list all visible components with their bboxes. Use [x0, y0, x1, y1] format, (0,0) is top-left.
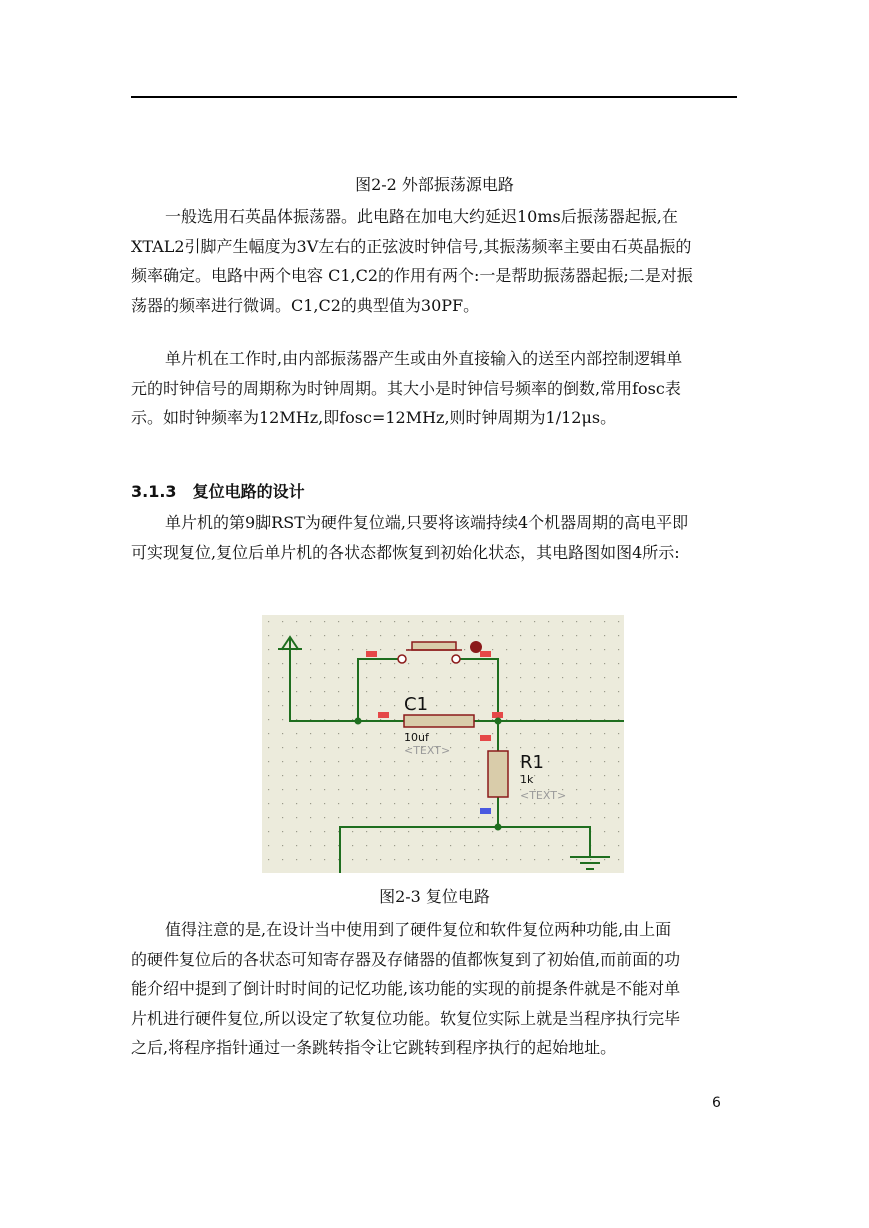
figure-2-3-caption: 图2-3 复位电路 [379, 887, 490, 906]
capacitor-c1 [404, 715, 474, 727]
paragraph-clock-period [131, 344, 737, 433]
text-line: 荡器的频率进行微调。C1,C2的典型值为30PF。 [131, 295, 480, 315]
reset-circuit-figure [262, 615, 624, 873]
c1-text: <TEXT> [404, 744, 451, 757]
reset-circuit-diagram [262, 615, 624, 873]
r1-value: 1k [520, 773, 534, 786]
paragraph-oscillator [131, 202, 737, 320]
text-line: 之后,将程序指针通过一条跳转指令让它跳转到程序执行的起始地址。 [131, 1038, 617, 1057]
text-line: 元的时钟信号的周期称为时钟周期。其大小是时钟信号频率的倒数,常用fosc表 [131, 378, 681, 398]
text-line: 单片机在工作时,由内部振荡器产生或由外直接输入的送至内部控制逻辑单 [165, 349, 683, 368]
text-line: 片机进行硬件复位,所以设定了软复位功能。软复位实际上就是当程序执行完毕 [131, 1008, 681, 1028]
c1-label: C1 [404, 694, 429, 715]
paragraph-soft-reset [131, 915, 737, 1063]
text-line: XTAL2引脚产生幅度为3V左右的正弦波时钟信号,其振荡频率主要由石英晶振的 [131, 236, 692, 256]
resistor-r1 [488, 751, 508, 797]
figure-2-2-caption: 图2-2 外部振荡源电路 [355, 175, 514, 194]
text-line: 频率确定。电路中两个电容 C1,C2的作用有两个:一是帮助振荡器起振;二是对振 [131, 266, 693, 285]
header-rule [131, 96, 737, 98]
paragraph-reset [131, 508, 737, 567]
c1-value: 10uf [404, 731, 429, 744]
r1-text: <TEXT> [520, 789, 567, 802]
text-line: 单片机的第9脚RST为硬件复位端,只要将该端持续4个机器周期的高电平即 [165, 513, 689, 532]
text-line: 能介绍中提到了倒计时时间的记忆功能,该功能的实现的前提条件就是不能对单 [131, 979, 681, 998]
text-line: 值得注意的是,在设计当中使用到了硬件复位和软件复位两种功能,由上面 [165, 920, 672, 939]
text-line: 一般选用石英晶体振荡器。此电路在加电大约延迟10ms后振荡器起振,在 [165, 207, 678, 226]
section-heading [131, 482, 305, 502]
text-line: 示。如时钟频率为12MHz,即fosc=12MHz,则时钟周期为1/12μs。 [131, 408, 617, 427]
section-title: 复位电路的设计 [192, 482, 305, 501]
text-line: 的硬件复位后的各状态可知寄存器及存储器的值都恢复到了初始值,而前面的功 [131, 949, 681, 969]
section-number: 3.1.3 [131, 482, 177, 501]
page-number: 6 [712, 1095, 721, 1111]
text-line: 可实现复位,复位后单片机的各状态都恢复到初始化状态，其电路图如图4所示: [131, 542, 680, 562]
r1-label: R1 [520, 752, 544, 773]
